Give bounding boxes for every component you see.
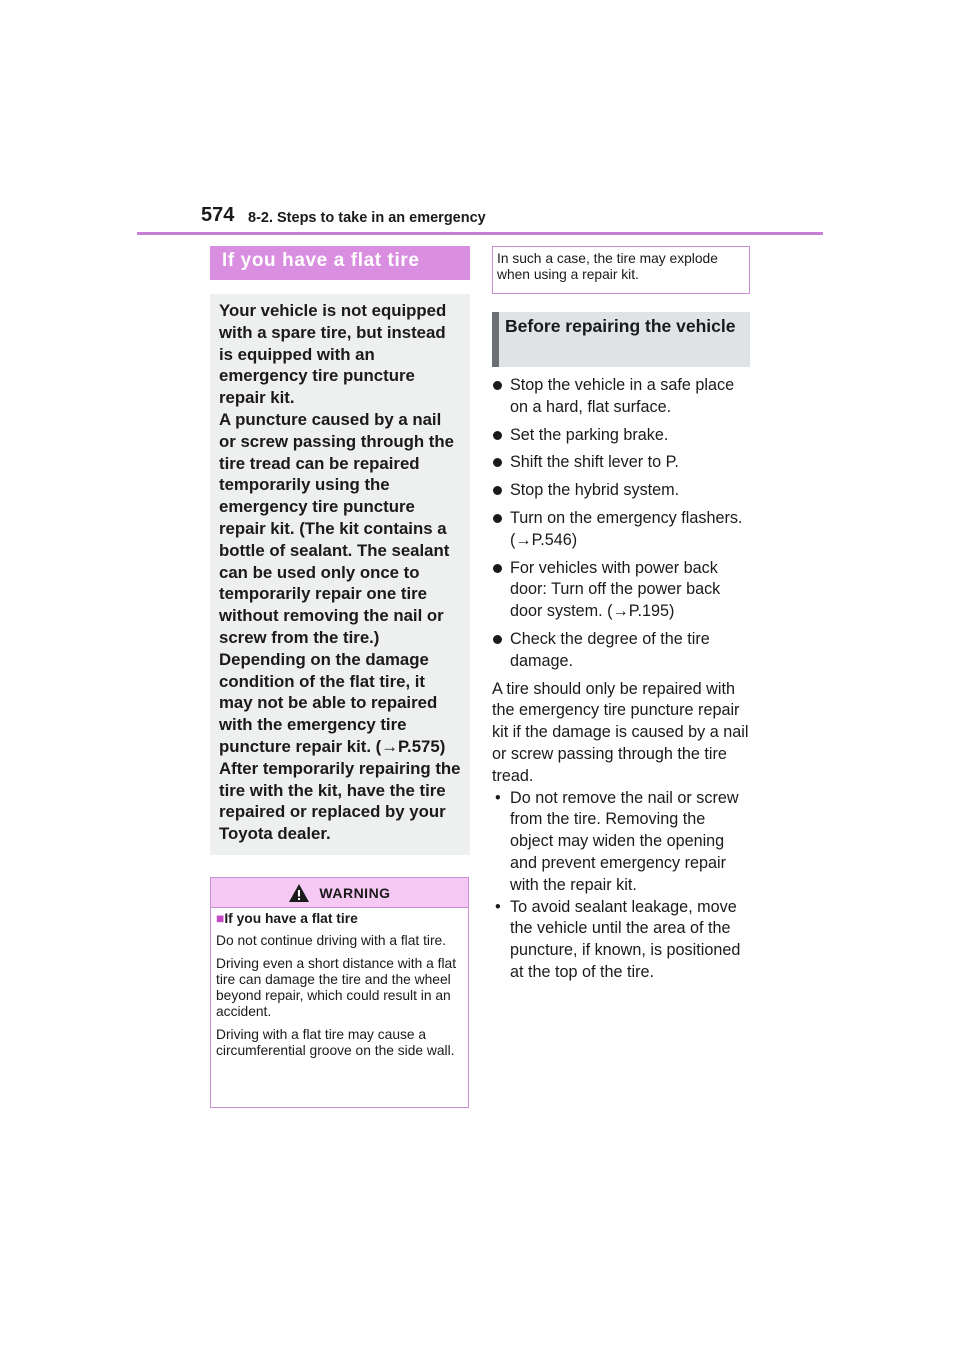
bullet-item: Turn on the emergency flashers. (→P.546) [492,508,750,552]
intro-paragraph: Your vehicle is not equipped with a spare tire, but instead is equipped with an emergency tire puncture repair kit. [219,301,447,408]
body-paragraph: A tire should only be repaired with the emergency tire puncture repair kit if the damage is caused by a nail or screw passing through the tire tread. [492,679,749,785]
bullet-item: Stop the hybrid system. [492,480,750,502]
bullet-item: Set the parking brake. [492,425,750,447]
warning-body [211,908,468,1059]
dot-list [492,788,750,984]
warning-subhead-text: If you have a flat tire [224,911,358,926]
warning-header [211,878,468,908]
bullet-item: Shift the shift lever to P. [492,452,750,474]
dot-item: • Do not remove the nail or screw from the tire. Removing the object may widen the opening and prevent emergency repair with the repair kit. [492,788,750,897]
page-number: 574 [201,204,235,226]
intro-paragraph: After temporarily repairing the tire with the kit, have the tire repaired or replaced by your Toyota dealer. [219,758,461,844]
bullet-item: Check the degree of the tire damage. [492,629,750,673]
warning-subhead [216,911,463,927]
bullet-list [492,375,750,673]
left-column [210,246,470,855]
warning-paragraph: Do not continue driving with a flat tire. [216,933,447,948]
warning-triangle-icon [288,883,310,903]
warning-label: WARNING [319,884,391,901]
intro-paragraph: A puncture caused by a nail or screw passing through the tire tread can be repaired temporarily using the emergency tire puncture repair kit. (The kit contains a bottle of sealant. The sealant can be used only once to temporarily repair one tire without removing the nail or screw from the tire.) [219,409,454,647]
subsection-title: Before repairing the vehicle [492,312,750,367]
warning-paragraph: Driving with a flat tire may cause a circumferential groove on the side wall. [216,1027,455,1058]
header-rule [137,232,823,235]
intro-box [210,294,470,855]
caution-box: In such a case, the tire may explode when using a repair kit. [492,246,750,294]
intro-paragraph: Depending on the damage condition of the flat tire, it may not be able to repaired with the emergency tire puncture repair kit. (→P.575) [219,649,446,756]
section-title: If you have a flat tire [210,246,470,280]
bullet-item: Stop the vehicle in a safe place on a hard, flat surface. [492,375,750,419]
warning-paragraph: Driving even a short distance with a flat tire can damage the tire and the wheel beyond repair, which could result in an accident. [216,956,457,1019]
dot-item: • To avoid sealant leakage, move the vehicle until the area of the puncture, if known, is positioned at the top of the tire. [492,897,750,984]
right-column [492,246,750,984]
bullet-item: For vehicles with power back door: Turn off the power back door system. (→P.195) [492,558,750,623]
square-marker: ■ [216,911,225,926]
section-label: 8-2. Steps to take in an emergency [248,210,486,226]
warning-box [210,877,469,1108]
